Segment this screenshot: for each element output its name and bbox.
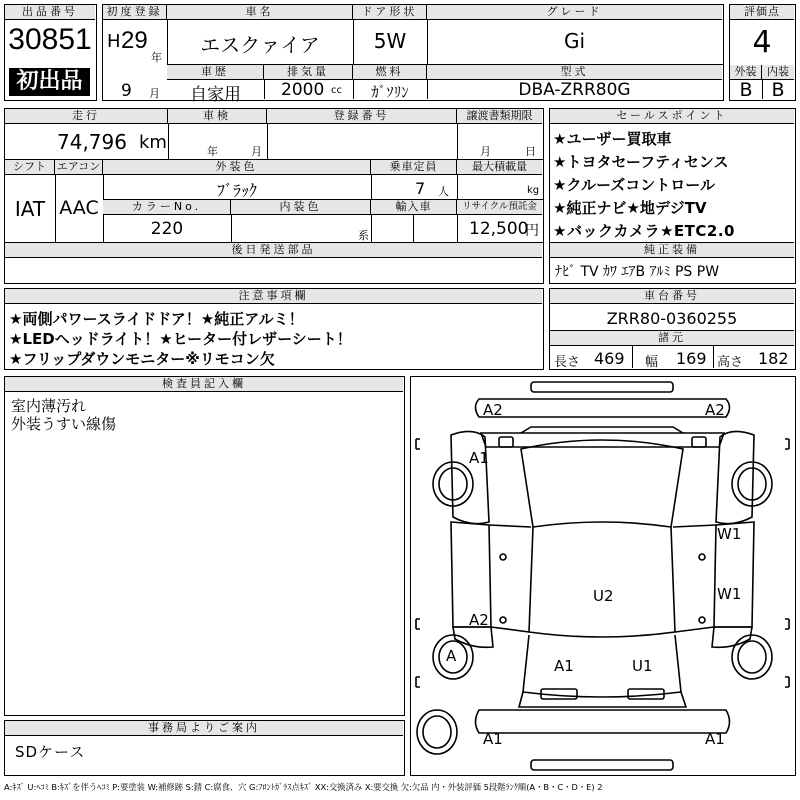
model-label: 型式 (427, 65, 722, 80)
color-no-label: カラーNo. (103, 200, 231, 215)
chassis-box (549, 288, 796, 370)
later-parts-label: 後日発送部品 (5, 243, 542, 258)
door-label: ドア形状 (353, 5, 427, 20)
office-notice: SDケース (15, 743, 86, 761)
equipment-label: 純正装備 (550, 243, 794, 258)
grade: Gi (563, 29, 586, 53)
interior-grade: B (771, 79, 785, 101)
damage-mark: A2 (469, 611, 489, 629)
dimensions-label: 諸元 (550, 331, 794, 346)
displacement: 2000 (281, 80, 325, 100)
damage-mark: W1 (717, 585, 742, 603)
chassis-label: 車台番号 (550, 289, 794, 304)
sales-point-item: ★クルーズコントロール (553, 176, 715, 194)
damage-diagram (410, 376, 796, 776)
damage-mark: A1 (705, 730, 725, 748)
inspector-note: 外装うすい線傷 (11, 415, 117, 433)
mileage-label: 走行 (5, 109, 168, 124)
inspection-year-unit: 年 (207, 145, 218, 158)
transfer-label: 譲渡書類期限 (457, 109, 542, 124)
sales-point-item: ★バックカメラ★ETC2.0 (553, 222, 735, 240)
inspector-box (4, 376, 405, 716)
exterior-color: ﾌﾞﾗｯｸ (216, 181, 257, 200)
lot-number: 30851 (8, 23, 92, 56)
month-unit: 月 (149, 87, 160, 100)
note-line: ★両側パワースライドドア！★純正アルミ！ (9, 310, 304, 328)
width-label: 幅 (645, 355, 659, 370)
exterior-grade-label: 外装 (730, 65, 762, 80)
height-label: 高さ (717, 355, 744, 370)
sales-point-item: ★ユーザー買取車 (553, 130, 672, 148)
damage-mark: A (446, 647, 457, 665)
history: 自家用 (190, 85, 241, 105)
max-load-unit: kg (527, 185, 540, 196)
damage-mark: W1 (717, 525, 742, 543)
first-reg-month: 9 (121, 81, 132, 101)
capacity: 7 (415, 179, 426, 198)
car-outline (411, 377, 794, 774)
length-label: 長さ (554, 355, 581, 370)
color-label: 外装色 (103, 160, 371, 175)
recycle-label: リサイクル預託金 (457, 200, 542, 215)
damage-legend: A:ｷｽﾞ U:ﾍｺﾐ B:ｷｽﾞを伴うﾍｺﾐ P:要塗装 W:補修跡 S:錆 C:腐食、穴 G:ﾌﾛﾝﾄｶﾞﾗｽ点ｷｽﾞ XX:交換済み X:要交換 欠:欠品 内・外装評価 5段階ﾗﾝｸ順(A・B・C・D・E) 2 (4, 782, 603, 792)
damage-mark: A1 (554, 657, 574, 675)
mileage-unit: km (139, 132, 167, 153)
mileage: 74,796 (57, 130, 127, 154)
inspector-label: 検査員記入欄 (5, 377, 403, 392)
damage-mark: U2 (593, 587, 614, 605)
model-code: DBA-ZRR80G (518, 80, 631, 100)
damage-mark: A1 (483, 730, 503, 748)
recycle-fee: 12,500 (469, 219, 529, 239)
note-line: ★LEDヘッドライト！★ヒーター付レザーシート！ (9, 330, 352, 348)
history-label: 車歴 (167, 65, 264, 80)
interior-grade-label: 内装 (762, 65, 794, 80)
notes-label: 注意事項欄 (5, 289, 542, 304)
interior-color-label: 内装色 (231, 200, 371, 215)
first-reg-label: 初度登録 (103, 5, 167, 20)
details-box (4, 108, 544, 284)
recycle-unit: 円 (525, 223, 539, 239)
car-name-label: 車名 (167, 5, 353, 20)
door-type: 5W (373, 29, 407, 53)
width-value: 169 (676, 349, 707, 368)
first-listing-badge: 初出品 (9, 68, 90, 96)
ac-type: AAC (59, 197, 99, 219)
length-value: 469 (594, 349, 625, 368)
score-box (729, 4, 796, 101)
chassis-number: ZRR80-0360255 (606, 309, 738, 328)
first-reg-year: 29 (121, 27, 148, 54)
shift-label: シフト (5, 160, 55, 175)
score-label: 評価点 (730, 5, 794, 20)
displacement-unit: cc (331, 85, 342, 96)
fuel: ｶﾞｿﾘﾝ (371, 83, 409, 101)
sales-point-item: ★トヨタセーフティセンス (553, 153, 729, 171)
height-value: 182 (758, 349, 789, 368)
era: H (107, 31, 121, 52)
grade-label: グレード (427, 5, 722, 20)
standard-equipment: ﾅﾋﾞ TV ｶﾜ ｴｱB ｱﾙﾐ PS PW (555, 264, 720, 280)
note-line: ★フリップダウンモニター※リモコン欠 (9, 350, 275, 368)
shift: IAT (14, 197, 46, 221)
lot-number-label: 出品番号 (5, 5, 95, 20)
fuel-label: 燃料 (353, 65, 427, 80)
displacement-label: 排気量 (264, 65, 353, 80)
max-load-label: 最大積載量 (457, 160, 542, 175)
year-unit: 年 (151, 51, 162, 64)
exterior-grade: B (739, 79, 753, 101)
car-name: エスクァイア (200, 33, 320, 57)
notes-box (4, 288, 544, 370)
inspector-note: 室内薄汚れ (11, 397, 87, 415)
office-label: 事務局よりご案内 (5, 721, 403, 736)
import-label: 輸入車 (371, 200, 457, 215)
sales-points-label: セールスポイント (550, 109, 794, 124)
lot-number-box (4, 4, 97, 101)
capacity-label: 乗車定員 (371, 160, 457, 175)
sales-points-box (549, 108, 796, 284)
transfer-month-unit: 月 (480, 145, 491, 158)
overall-score: 4 (752, 25, 772, 60)
reg-no-label: 登録番号 (267, 109, 457, 124)
sales-point-item: ★純正ナビ★地デジTV (553, 199, 707, 217)
inspection-month-unit: 月 (251, 145, 262, 158)
ac-label: エアコン (55, 160, 103, 175)
color-number: 220 (150, 219, 184, 239)
inspection-label: 車検 (168, 109, 267, 124)
vehicle-header-box (102, 4, 724, 105)
interior-color-unit: 系 (358, 229, 369, 242)
capacity-unit: 人 (438, 185, 449, 198)
damage-mark: A2 (705, 401, 725, 419)
damage-mark: U1 (632, 657, 653, 675)
damage-mark: A1 (469, 449, 489, 467)
transfer-day-unit: 日 (525, 145, 536, 158)
office-box (4, 720, 405, 776)
damage-mark: A2 (483, 401, 503, 419)
